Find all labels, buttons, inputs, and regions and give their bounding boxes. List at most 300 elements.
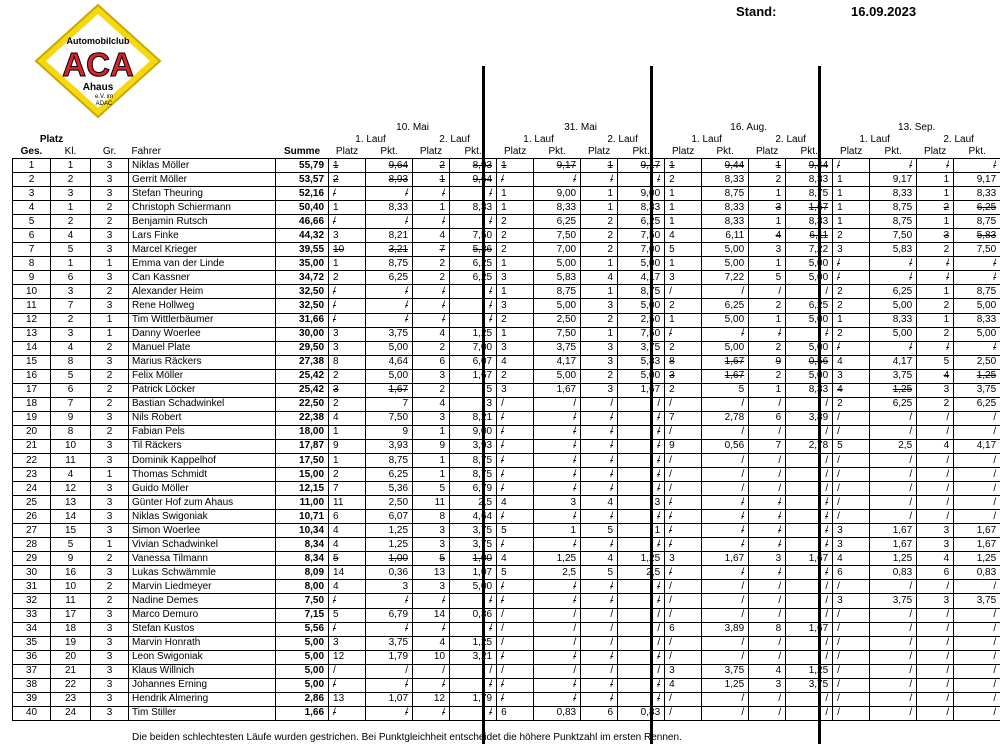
- pkt-cell: 4,17: [954, 439, 1000, 453]
- pkt-cell: /: [702, 524, 749, 538]
- pkt-cell: /: [870, 692, 917, 706]
- platz-cell: 2: [329, 271, 366, 285]
- fahrer-cell: Felix Möller: [129, 369, 276, 383]
- pkt-cell: 8,33: [786, 215, 833, 229]
- pkt-cell: /: [870, 664, 917, 678]
- pkt-cell: /: [450, 622, 497, 636]
- pkt-cell: 5: [702, 383, 749, 397]
- pkt-cell: 0,83: [870, 566, 917, 580]
- pkt-cell: 5,83: [954, 229, 1000, 243]
- pkt-cell: /: [786, 636, 833, 650]
- lauf-header: 1. Lauf: [355, 134, 386, 145]
- pkt-cell: /: [786, 510, 833, 524]
- table-row: [13, 257, 1000, 271]
- pkt-cell: 8,33: [702, 215, 749, 229]
- kl-cell: 19: [51, 636, 91, 650]
- platz-cell: /: [497, 608, 534, 622]
- kl-cell: 22: [51, 678, 91, 692]
- ges-cell: 2: [13, 173, 51, 187]
- summe-cell: 22,50: [276, 397, 329, 411]
- platz-cell: /: [329, 678, 366, 692]
- pkt-cell: /: [534, 650, 581, 664]
- pkt-cell: /: [954, 678, 1000, 692]
- platz-cell: /: [917, 411, 954, 425]
- platz-cell: 3: [329, 636, 366, 650]
- kl-cell: 23: [51, 692, 91, 706]
- fahrer-cell: Vivian Schadwinkel: [129, 538, 276, 552]
- platz-cell: /: [749, 692, 786, 706]
- gr-cell: 2: [91, 383, 129, 397]
- pkt-cell: 6,25: [702, 299, 749, 313]
- platz-cell: /: [749, 397, 786, 411]
- table-row: [13, 453, 1000, 467]
- platz-cell: 3: [665, 271, 702, 285]
- summe-cell: 5,00: [276, 636, 329, 650]
- platz-cell: 1: [413, 173, 450, 187]
- platz-cell: /: [497, 411, 534, 425]
- pkt-cell: 9,64: [450, 173, 497, 187]
- platz-cell: 4: [497, 552, 534, 566]
- platz-cell: /: [833, 510, 870, 524]
- table-row: [13, 636, 1000, 650]
- platz-cell: /: [497, 439, 534, 453]
- kl-cell: 24: [51, 706, 91, 720]
- platz-cell: /: [413, 187, 450, 201]
- fahrer-cell: Simon Woerlee: [129, 524, 276, 538]
- platz-cell: 4: [329, 580, 366, 594]
- pkt-cell: /: [702, 538, 749, 552]
- pkt-cell: 4,64: [450, 510, 497, 524]
- pkt-cell: /: [786, 692, 833, 706]
- platz-cell: /: [665, 692, 702, 706]
- platz-cell: /: [833, 468, 870, 482]
- pkt-cell: 9,64: [366, 159, 413, 173]
- platz-cell: 2: [329, 369, 366, 383]
- pkt-cell: 8,75: [954, 215, 1000, 229]
- pkt-cell: 8,33: [702, 173, 749, 187]
- pkt-cell: 1,67: [450, 369, 497, 383]
- pkt-cell: /: [366, 622, 413, 636]
- pkt-cell: 1,07: [366, 692, 413, 706]
- platz-cell: 2: [665, 383, 702, 397]
- stand-label: Stand:: [736, 4, 777, 19]
- lauf-header: 2. Lauf: [775, 134, 806, 145]
- platz-cell: 2: [749, 299, 786, 313]
- pkt-cell: /: [702, 608, 749, 622]
- platz-cell: 6: [329, 510, 366, 524]
- platz-cell: 6: [833, 566, 870, 580]
- platz-cell: /: [917, 468, 954, 482]
- platz-cell: 4: [329, 538, 366, 552]
- platz-cell: /: [917, 664, 954, 678]
- platz-cell: 6: [413, 355, 450, 369]
- pkt-cell: 3,89: [702, 622, 749, 636]
- platz-cell: 2: [917, 299, 954, 313]
- platz-cell: /: [581, 622, 618, 636]
- platz-cell: /: [917, 482, 954, 496]
- fahrer-cell: Emma van der Linde: [129, 257, 276, 271]
- pkt-cell: 3,75: [366, 636, 413, 650]
- platz-cell: /: [665, 327, 702, 341]
- pkt-cell: 7,50: [534, 327, 581, 341]
- platz-cell: /: [329, 706, 366, 720]
- pkt-cell: 7: [366, 397, 413, 411]
- pkt-cell: /: [618, 594, 665, 608]
- platz-cell: 3: [581, 355, 618, 369]
- pkt-cell: 5,00: [618, 299, 665, 313]
- platz-cell: 5: [833, 439, 870, 453]
- pkt-cell: /: [618, 664, 665, 678]
- pkt-cell: /: [954, 608, 1000, 622]
- pkt-cell: /: [870, 468, 917, 482]
- platz-cell: /: [581, 397, 618, 411]
- platz-cell: /: [917, 496, 954, 510]
- kl-cell: 4: [51, 468, 91, 482]
- platz-cell: 2: [581, 313, 618, 327]
- pkt-cell: /: [786, 594, 833, 608]
- platz-cell: /: [833, 650, 870, 664]
- pkt-cell: 6,07: [450, 355, 497, 369]
- pkt-cell: 0,56: [786, 355, 833, 369]
- summe-cell: 25,42: [276, 369, 329, 383]
- platz-cell: /: [665, 453, 702, 467]
- table-row: [13, 594, 1000, 608]
- platz-cell: 1: [833, 201, 870, 215]
- platz-cell: /: [581, 636, 618, 650]
- ges-cell: 19: [13, 411, 51, 425]
- pkt-cell: 3,75: [870, 369, 917, 383]
- fahrer-cell: Hendrik Almering: [129, 692, 276, 706]
- pkt-cell: /: [618, 468, 665, 482]
- pkt-cell: 1,25: [618, 552, 665, 566]
- pkt-cell: /: [954, 580, 1000, 594]
- kl-cell: 4: [51, 341, 91, 355]
- gr-cell: 3: [91, 439, 129, 453]
- pkt-cell: 8,75: [366, 257, 413, 271]
- svg-text:e.V. im: e.V. im: [94, 94, 114, 100]
- pkt-cell: /: [702, 510, 749, 524]
- summe-cell: 12,15: [276, 482, 329, 496]
- pkt-cell: 6,25: [366, 271, 413, 285]
- platz-cell: 5: [581, 566, 618, 580]
- platz-cell: /: [917, 271, 954, 285]
- pkt-cell: /: [870, 271, 917, 285]
- pkt-cell: 7,50: [870, 229, 917, 243]
- platz-cell: /: [917, 159, 954, 173]
- pkt-cell: 8,33: [786, 173, 833, 187]
- pkt-cell: 9,00: [618, 187, 665, 201]
- lauf-header: 2. Lauf: [439, 134, 470, 145]
- kl-cell: 9: [51, 411, 91, 425]
- platz-cell: 6: [497, 706, 534, 720]
- svg-text:ACA: ACA: [62, 46, 134, 83]
- summe-cell: 25,42: [276, 383, 329, 397]
- summe-cell: 5,56: [276, 622, 329, 636]
- table-row: [13, 496, 1000, 510]
- pkt-cell: 2,5: [534, 566, 581, 580]
- fahrer-cell: Stefan Theuring: [129, 187, 276, 201]
- platz-cell: 2: [917, 243, 954, 257]
- ges-cell: 24: [13, 482, 51, 496]
- pkt-cell: 1,67: [534, 383, 581, 397]
- platz-cell: 2: [497, 243, 534, 257]
- platz-cell: /: [749, 510, 786, 524]
- platz-cell: 1: [581, 327, 618, 341]
- platz-cell: /: [581, 580, 618, 594]
- kl-cell: 5: [51, 538, 91, 552]
- pkt-cell: 5,00: [702, 341, 749, 355]
- table-row: [13, 383, 1000, 397]
- kl-cell: 13: [51, 496, 91, 510]
- table-row: [13, 664, 1000, 678]
- pkt-cell: /: [618, 510, 665, 524]
- standings-body: [13, 159, 1000, 721]
- summe-cell: 2,86: [276, 692, 329, 706]
- pkt-cell: 1,25: [870, 383, 917, 397]
- table-row: [13, 341, 1000, 355]
- pkt-cell: 0,36: [366, 566, 413, 580]
- platz-cell: 2: [665, 341, 702, 355]
- pkt-cell: 8,33: [450, 201, 497, 215]
- ges-cell: 36: [13, 650, 51, 664]
- pkt-cell: 8,75: [534, 285, 581, 299]
- summe-cell: 52,16: [276, 187, 329, 201]
- platz-cell: 14: [413, 608, 450, 622]
- platz-cell: /: [497, 678, 534, 692]
- event-header: 16. Aug.: [730, 122, 767, 133]
- summe-cell: 29,50: [276, 341, 329, 355]
- platz-cell: 8: [749, 622, 786, 636]
- platz-cell: 5: [413, 552, 450, 566]
- pkt-cell: /: [702, 706, 749, 720]
- pkt-col-header: Pkt.: [534, 146, 581, 159]
- platz-cell: 3: [833, 594, 870, 608]
- pkt-cell: /: [786, 524, 833, 538]
- pkt-cell: 3: [366, 580, 413, 594]
- gr-cell: 3: [91, 159, 129, 173]
- pkt-cell: 7,00: [534, 243, 581, 257]
- platz-cell: /: [329, 622, 366, 636]
- summe-cell: 17,50: [276, 453, 329, 467]
- pkt-cell: /: [534, 453, 581, 467]
- kl-cell: 7: [51, 299, 91, 313]
- platz-cell: /: [413, 706, 450, 720]
- fahrer-header: Fahrer: [129, 146, 276, 159]
- pkt-cell: /: [618, 636, 665, 650]
- summe-cell: 10,71: [276, 510, 329, 524]
- pkt-cell: /: [450, 706, 497, 720]
- pkt-cell: 0,56: [702, 439, 749, 453]
- pkt-cell: 5,36: [366, 482, 413, 496]
- platz-col-header: Platz: [497, 146, 534, 159]
- pkt-cell: /: [618, 439, 665, 453]
- platz-cell: 5: [581, 524, 618, 538]
- pkt-cell: 6,25: [870, 397, 917, 411]
- kl-cell: 1: [51, 201, 91, 215]
- pkt-cell: 1,25: [954, 552, 1000, 566]
- gr-cell: 2: [91, 285, 129, 299]
- platz-cell: /: [581, 411, 618, 425]
- pkt-cell: 3,75: [450, 538, 497, 552]
- pkt-cell: 2,78: [702, 411, 749, 425]
- platz-cell: 3: [665, 664, 702, 678]
- table-row: [13, 285, 1000, 299]
- platz-cell: 5: [749, 271, 786, 285]
- pkt-cell: 1,67: [702, 552, 749, 566]
- pkt-cell: /: [618, 650, 665, 664]
- pkt-cell: 2,50: [534, 313, 581, 327]
- platz-cell: 4: [329, 524, 366, 538]
- gr-cell: 2: [91, 594, 129, 608]
- pkt-cell: 8,21: [366, 229, 413, 243]
- platz-cell: 1: [329, 425, 366, 439]
- pkt-cell: 7,22: [702, 271, 749, 285]
- ges-cell: 22: [13, 453, 51, 467]
- pkt-cell: 6,25: [534, 215, 581, 229]
- platz-cell: 2: [497, 313, 534, 327]
- platz-cell: 4: [413, 397, 450, 411]
- pkt-cell: 2,5: [870, 439, 917, 453]
- fahrer-cell: Stefan Kustos: [129, 622, 276, 636]
- fahrer-cell: Nadine Demes: [129, 594, 276, 608]
- platz-cell: /: [833, 706, 870, 720]
- platz-cell: /: [665, 510, 702, 524]
- pkt-cell: 0,83: [954, 566, 1000, 580]
- kl-cell: 17: [51, 608, 91, 622]
- platz-cell: /: [413, 622, 450, 636]
- platz-cell: 2: [497, 229, 534, 243]
- platz-cell: 13: [329, 692, 366, 706]
- ges-cell: 15: [13, 355, 51, 369]
- platz-cell: 3: [749, 678, 786, 692]
- fahrer-cell: Rene Hollweg: [129, 299, 276, 313]
- platz-cell: 1: [833, 215, 870, 229]
- pkt-cell: 5,00: [954, 327, 1000, 341]
- platz-cell: 1: [749, 187, 786, 201]
- kl-cell: 14: [51, 510, 91, 524]
- summe-cell: 8,34: [276, 538, 329, 552]
- platz-cell: /: [581, 482, 618, 496]
- pkt-cell: 3,75: [702, 664, 749, 678]
- pkt-cell: 3,21: [366, 243, 413, 257]
- table-row: [13, 159, 1000, 173]
- pkt-cell: /: [450, 285, 497, 299]
- kl-cell: 6: [51, 271, 91, 285]
- pkt-cell: 6,25: [954, 397, 1000, 411]
- pkt-col-header: Pkt.: [702, 146, 749, 159]
- platz-cell: /: [497, 482, 534, 496]
- kl-cell: 2: [51, 313, 91, 327]
- ges-cell: 28: [13, 538, 51, 552]
- pkt-cell: /: [366, 664, 413, 678]
- platz-cell: /: [497, 538, 534, 552]
- pkt-cell: /: [618, 425, 665, 439]
- fahrer-cell: Benjamin Rutsch: [129, 215, 276, 229]
- pkt-cell: 1,67: [786, 622, 833, 636]
- fahrer-cell: Lukas Schwämmle: [129, 566, 276, 580]
- platz-cell: 2: [833, 397, 870, 411]
- platz-cell: /: [497, 397, 534, 411]
- summe-cell: 30,00: [276, 327, 329, 341]
- pkt-cell: /: [786, 425, 833, 439]
- platz-cell: 3: [917, 594, 954, 608]
- platz-cell: /: [497, 580, 534, 594]
- kl-cell: 3: [51, 285, 91, 299]
- pkt-cell: /: [618, 397, 665, 411]
- pkt-cell: 1,67: [954, 524, 1000, 538]
- pkt-cell: 3,75: [450, 524, 497, 538]
- ges-cell: 1: [13, 159, 51, 173]
- gr-cell: 3: [91, 482, 129, 496]
- table-row: [13, 313, 1000, 327]
- platz-cell: 3: [413, 580, 450, 594]
- pkt-cell: 5,00: [702, 243, 749, 257]
- pkt-cell: 5,00: [618, 369, 665, 383]
- pkt-cell: 5,00: [702, 257, 749, 271]
- platz-cell: 4: [749, 229, 786, 243]
- pkt-cell: 5,83: [534, 271, 581, 285]
- ges-cell: 32: [13, 594, 51, 608]
- pkt-cell: /: [870, 622, 917, 636]
- summe-cell: 27,38: [276, 355, 329, 369]
- pkt-cell: /: [870, 510, 917, 524]
- svg-text:Automobilclub: Automobilclub: [66, 36, 130, 46]
- pkt-cell: 5,00: [534, 257, 581, 271]
- pkt-cell: 8,75: [786, 187, 833, 201]
- pkt-cell: 9: [366, 425, 413, 439]
- pkt-cell: 3,93: [366, 439, 413, 453]
- pkt-cell: 9,17: [954, 173, 1000, 187]
- gr-cell: 3: [91, 355, 129, 369]
- platz-cell: /: [665, 580, 702, 594]
- pkt-cell: 6,25: [954, 201, 1000, 215]
- platz-cell: /: [497, 468, 534, 482]
- kl-cell: 10: [51, 580, 91, 594]
- fahrer-cell: Marcel Krieger: [129, 243, 276, 257]
- platz-cell: 1: [497, 327, 534, 341]
- platz-cell: /: [917, 257, 954, 271]
- pkt-cell: 2,50: [366, 496, 413, 510]
- platz-cell: /: [413, 285, 450, 299]
- pkt-cell: 5,00: [450, 580, 497, 594]
- pkt-cell: 1,67: [954, 538, 1000, 552]
- platz-cell: /: [917, 425, 954, 439]
- platz-cell: /: [329, 187, 366, 201]
- pkt-cell: /: [702, 594, 749, 608]
- pkt-cell: 6,25: [786, 299, 833, 313]
- pkt-cell: 3,75: [618, 341, 665, 355]
- pkt-cell: 9,00: [534, 187, 581, 201]
- ges-cell: 35: [13, 636, 51, 650]
- aca-logo: [32, 2, 164, 120]
- pkt-cell: 8,33: [954, 313, 1000, 327]
- pkt-cell: /: [954, 257, 1000, 271]
- fahrer-cell: Lars Finke: [129, 229, 276, 243]
- pkt-cell: 8,33: [954, 187, 1000, 201]
- platz-cell: 6: [581, 706, 618, 720]
- kl-cell: 20: [51, 650, 91, 664]
- pkt-cell: 1,67: [366, 383, 413, 397]
- ges-cell: 4: [13, 201, 51, 215]
- platz-cell: /: [581, 692, 618, 706]
- kl-header: Kl.: [51, 146, 91, 159]
- platz-cell: 3: [497, 341, 534, 355]
- pkt-cell: /: [954, 453, 1000, 467]
- pkt-cell: /: [954, 692, 1000, 706]
- platz-cell: /: [665, 608, 702, 622]
- platz-cell: /: [581, 664, 618, 678]
- pkt-col-header: Pkt.: [450, 146, 497, 159]
